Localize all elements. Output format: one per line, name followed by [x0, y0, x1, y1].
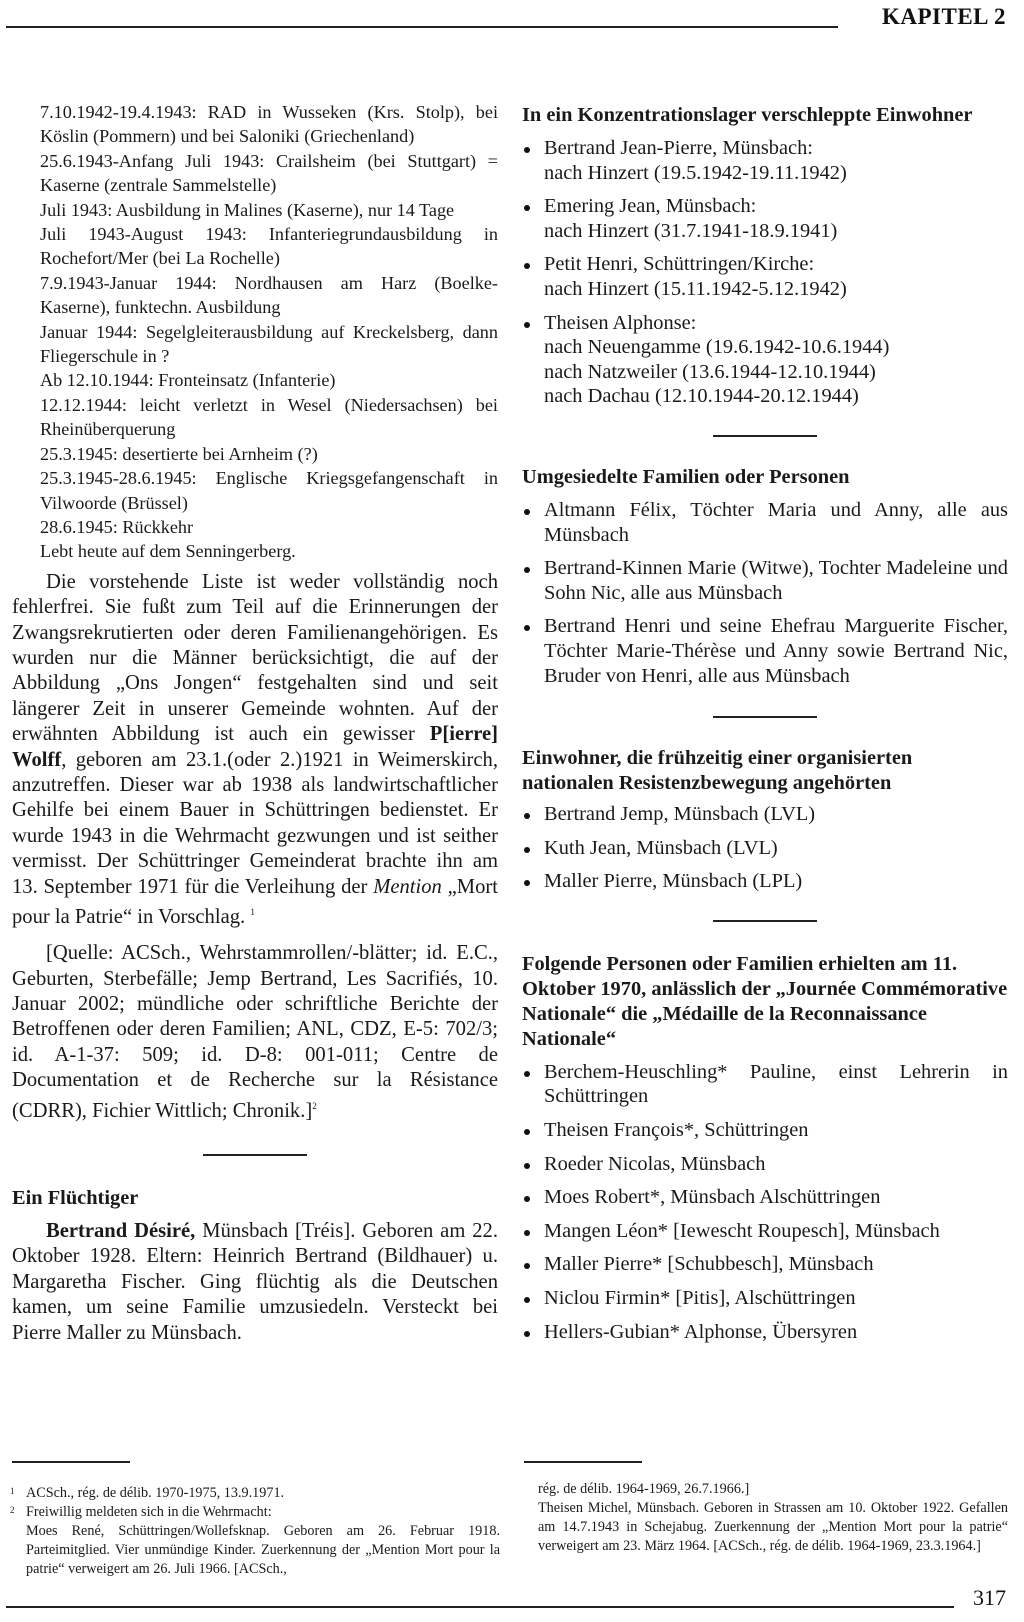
list-item: Hellers-Gubian* Alphonse, Übersyren	[522, 1320, 1008, 1345]
bold-name: Bertrand Désiré,	[46, 1219, 196, 1242]
list-item: Mangen Léon* [Iewescht Roupesch], Münsbach	[522, 1219, 1008, 1244]
section-heading: Folgende Personen oder Familien erhielten am 11. Oktober 1970, anlässlich der „Journée Commémorative Nationale“ die „Médaille de la Reconnaissance Nationale“	[522, 952, 1008, 1050]
bold-name: P[ierre] Wolff	[12, 723, 498, 771]
person-name: Emering Jean, Münsbach:	[544, 195, 757, 218]
footnote	[10, 1503, 500, 1522]
page-number: 317	[973, 1585, 1006, 1610]
footnote-ref[interactable]: 1	[250, 907, 255, 917]
deportee-list	[522, 136, 1008, 409]
section-heading: Einwohner, die frühzeitig einer organisierten nationalen Resistenzbewegung angehörten	[522, 747, 913, 795]
left-column	[12, 100, 498, 1346]
camp-line: nach Dachau (12.10.1944-20.12.1944)	[544, 385, 859, 408]
resettled-list	[522, 498, 1008, 688]
chronology-list	[12, 100, 498, 564]
medal-recipient-list	[522, 1060, 1008, 1344]
list-item: Theisen François*, Schüttringen	[522, 1118, 1008, 1143]
list-item: Moes Robert*, Münsbach Alschüttringen	[522, 1185, 1008, 1210]
list-item	[522, 194, 1008, 243]
chronology-entry: Juli 1943-August 1943: Infanteriegrundausbildung in Rochefort/Mer (bei La Rochelle)	[40, 224, 498, 269]
list-item: Kuth Jean, Münsbach (LVL)	[522, 836, 1008, 861]
sources-paragraph	[12, 941, 498, 1124]
paragraph-text: „Mort pour la Patrie“ in Vorschlag.	[12, 875, 498, 928]
list-item: Bertrand Jemp, Münsbach (LVL)	[522, 802, 1008, 827]
footnote-text: Theisen Michel, Münsbach. Geboren in Strassen am 10. Oktober 1922. Gefallen am 14.7.1943 in Schejabug. Zuerkennung der „Mention Mort pour la patrie“ verweigert am 23. März 1964. [ACSch., rég. de délib. 1964-1969, 23.3.1964.]	[538, 1500, 1008, 1554]
person-name: Bertrand Jean-Pierre, Münsbach:	[544, 137, 813, 159]
paragraph-text: , geboren am 23.1.(oder 2.)1921 in Weimerskirch, anzutreffen. Dieser war ab 1938 als landwirtschaftlicher Gehilfe bei einem Bauer in Schüttringen bedienstet. Er wurde 1943 in die Wehrmacht gezwungen und ist seither vermisst. Der Schüttringer Gemeinderat brachte ihn am 13. September 1971 für die Verleihung der	[12, 748, 498, 898]
list-item: Maller Pierre* [Schubbesch], Münsbach	[522, 1252, 1008, 1277]
chronology-entry: Juli 1943: Ausbildung in Malines (Kaserne), nur 14 Tage	[40, 199, 455, 220]
footnote-text: ACSch., rég. de délib. 1970-1975, 13.9.1971.	[26, 1485, 285, 1501]
footnote-ref[interactable]: 2	[312, 1100, 317, 1111]
footnote-text: Freiwillig meldeten sich in die Wehrmacht:	[26, 1504, 272, 1520]
chronology-entry: Ab 12.10.1944: Fronteinsatz (Infanterie)	[40, 370, 336, 391]
section-separator	[713, 716, 817, 718]
chronology-entry: 7.10.1942-19.4.1943: RAD in Wusseken (Krs. Stolp), bei Köslin (Pommern) und bei Saloniki (Griechenland)	[40, 102, 498, 147]
list-item: Niclou Firmin* [Pitis], Alschüttringen	[522, 1286, 1008, 1311]
footer-rule	[6, 1606, 954, 1608]
footnote-rule	[12, 1461, 130, 1463]
camp-line: nach Natzweiler (13.6.1944-12.10.1944)	[544, 360, 876, 383]
footnotes-right	[538, 1480, 1008, 1556]
section-heading: In ein Konzentrationslager verschleppte Einwohner	[522, 104, 973, 126]
list-item: Altmann Félix, Töchter Maria und Anny, alle aus Münsbach	[522, 498, 1008, 547]
footnote-text: rég. de délib. 1964-1969, 26.7.1966.]	[538, 1481, 750, 1497]
list-item: Bertrand Henri und seine Ehefrau Marguerite Fischer, Töchter Marie-Thérèse und Anny sowie Bertrand Nic, Bruder von Henri, alle aus Münsbach	[522, 614, 1008, 688]
list-item: Berchem-Heuschling* Pauline, einst Lehrerin in Schüttringen	[522, 1060, 1008, 1109]
sources-text: [Quelle: ACSch., Wehrstammrollen/-blätter; id. E.C., Geburten, Sterbefälle; Jemp Bertrand, Les Sacrifiés, 10. Januar 2002; mündliche oder schriftliche Berichte der Betroffenen oder deren Familien; ANL, CDZ, E-5: 702/3; id. A-1-37: 509; id. D-8: 001-011; Centre de Documentation et de Recherche sur la Résistance (CDRR), Fichier Wittlich; Chronik.]	[12, 942, 498, 1122]
section-separator	[203, 1154, 307, 1156]
list-item: Roeder Nicolas, Münsbach	[522, 1152, 1008, 1177]
camp-line: nach Hinzert (15.11.1942-5.12.1942)	[544, 277, 847, 300]
italic-term: Mention	[373, 875, 442, 898]
header-rule	[6, 26, 838, 28]
footnote-number: 2	[10, 1505, 15, 1515]
resistance-list	[522, 802, 1008, 894]
footnotes-left	[10, 1484, 500, 1579]
camp-line: nach Neuengamme (19.6.1942-10.6.1944)	[544, 336, 890, 359]
chronology-entry: 28.6.1945: Rückkehr	[40, 516, 194, 537]
paragraph-text: Münsbach [Tréis]. Geboren am 22. Oktober 1928. Eltern: Heinrich Bertrand (Bildhauer) u. Margaretha Fischer. Ging flüchtig als die Deutschen kamen, um seine Familie umzusiedeln. Versteckt bei Pierre Maller zu Münsbach.	[12, 1219, 499, 1344]
footnote-number: 1	[10, 1486, 15, 1496]
person-name: Theisen Alphonse:	[544, 311, 697, 334]
chronology-entry: 25.6.1943-Anfang Juli 1943: Crailsheim (bei Stuttgart) = Kaserne (zentrale Sammelstelle)	[40, 150, 498, 196]
section-separator	[713, 920, 817, 922]
paragraph-text: Die vorstehende Liste ist weder vollständig noch fehlerfrei. Sie fußt zum Teil auf die Erinnerungen der Zwangsrekrutierten oder deren Familienangehörigen. Es wurden nur die Männer berücksichtigt, die auf der Abbildung „Ons Jongen“ festgehalten sind und seit längerer Zeit in unserer Gemeinde wohnten. Auf der erwähnten Abbildung ist auch ein gewisser	[12, 570, 498, 746]
list-item	[522, 136, 1008, 185]
camp-line: nach Hinzert (19.5.1942-19.11.1942)	[544, 161, 847, 184]
footnote-rule	[524, 1461, 642, 1463]
section-separator	[713, 435, 817, 437]
chronology-entry: Januar 1944: Segelgleiterausbildung auf Kreckelsberg, dann Fliegerschule in ?	[40, 321, 498, 367]
right-column	[522, 103, 1008, 1344]
list-item: Maller Pierre, Münsbach (LPL)	[522, 869, 1008, 894]
footnote	[10, 1484, 500, 1503]
chronology-entry: Lebt heute auf dem Senningerberg.	[40, 541, 296, 562]
footnote-text: Moes René, Schüttringen/Wollefsknap. Geboren am 26. Februar 1918. Parteimitglied. Vier unmündige Kinder. Zuerkennung der „Mention Mort pour la patrie“ verweigert am 26. Juli 1966. [ACSch.,	[26, 1523, 500, 1577]
section-heading: Ein Flüchtiger	[12, 1186, 139, 1209]
chronology-entry: 12.12.1944: leicht verletzt in Wesel (Niedersachsen) bei Rheinüberquerung	[40, 394, 498, 440]
body-paragraph	[12, 570, 498, 931]
chronology-entry: 25.3.1945: desertierte bei Arnheim (?)	[40, 443, 318, 464]
person-name: Petit Henri, Schüttringen/Kirche:	[544, 253, 815, 276]
fugitive-paragraph	[12, 1219, 498, 1346]
section-heading: Umgesiedelte Familien oder Personen	[522, 465, 850, 488]
list-item	[522, 252, 1008, 301]
list-item: Bertrand-Kinnen Marie (Witwe), Tochter Madeleine und Sohn Nic, alle aus Münsbach	[522, 556, 1008, 605]
chapter-title: KAPITEL 2	[881, 4, 1006, 29]
chronology-entry: 7.9.1943-Januar 1944: Nordhausen am Harz (Boelke-Kaserne), funktechn. Ausbildung	[40, 272, 498, 318]
list-item	[522, 311, 1008, 409]
camp-line: nach Hinzert (31.7.1941-18.9.1941)	[544, 219, 838, 242]
chronology-entry: 25.3.1945-28.6.1945: Englische Kriegsgefangenschaft in Vilwoorde (Brüssel)	[40, 468, 498, 513]
